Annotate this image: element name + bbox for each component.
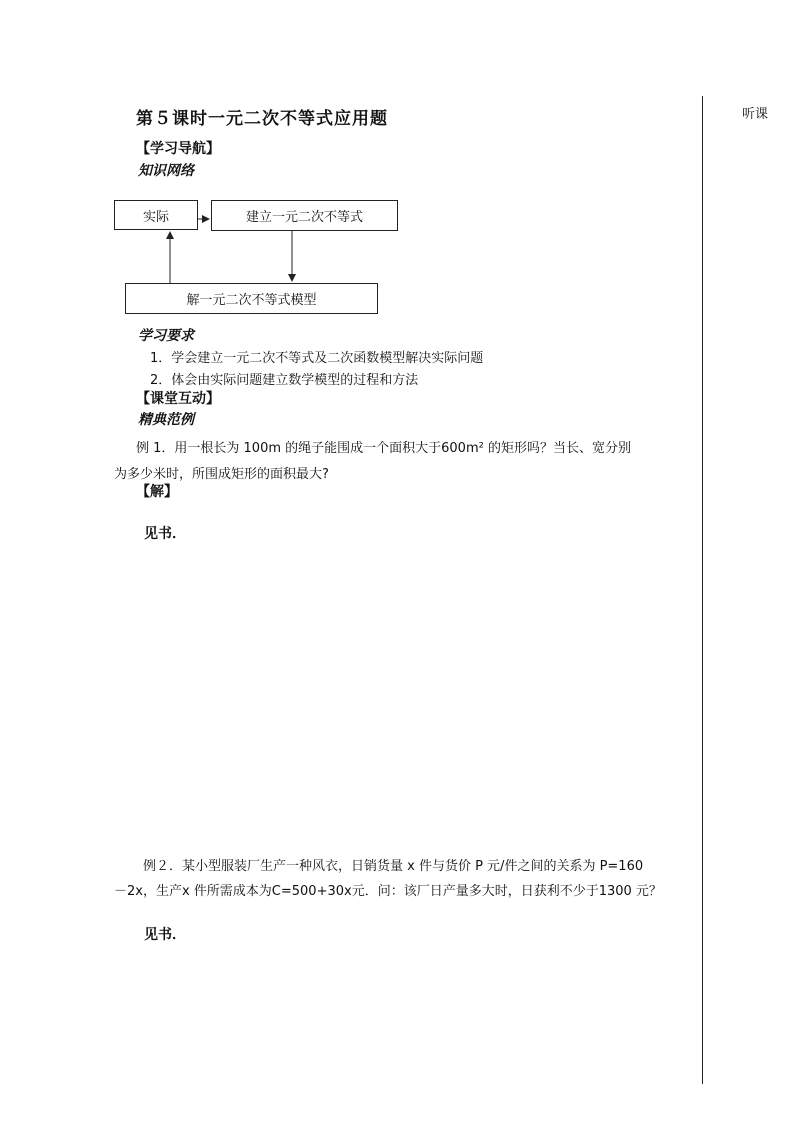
example1-answer: 见书．: [144, 526, 186, 542]
section-interaction: 【课堂互动】: [136, 391, 220, 407]
example1-line1: 例 1．用一根长为 100m 的绳子能围成一个面积大于600m² 的矩形吗？当长、宽分别: [136, 441, 631, 456]
requirement-item-2: 2．体会由实际问题建立数学模型的过程和方法: [150, 373, 419, 388]
example2-answer: 见书．: [144, 927, 186, 943]
example1-line2: 为多少米时，所围成矩形的面积最大?: [114, 467, 329, 482]
flow-box-build-inequality-label: 建立一元二次不等式: [245, 210, 363, 225]
section-guide: 【学习导航】: [136, 141, 220, 157]
requirement-item-1: 1．学会建立一元二次不等式及二次函数模型解决实际问题: [150, 351, 484, 366]
side-label-listen: 听课: [742, 107, 769, 122]
example2-line2: －2x，生产x 件所需成本为C=500+30x元．问：该厂日产量多大时，日获利不少于1300 元？: [114, 884, 662, 899]
example1-solution-label: 【解】: [136, 484, 178, 500]
page-title: 第５课时一元二次不等式应用题: [136, 109, 388, 129]
section-requirements: 学习要求: [138, 328, 194, 344]
example2-line1: 例２．某小型服装厂生产一种风衣，日销货量 x 件与货价 P 元/件之间的关系为 P=160: [143, 859, 644, 874]
flow-box-solve-model-label: 解一元二次不等式模型: [186, 293, 317, 308]
section-examples: 精典范例: [138, 412, 194, 428]
flow-box-reality-label: 实际: [142, 209, 169, 225]
section-knowledge-network: 知识网络: [138, 163, 194, 179]
